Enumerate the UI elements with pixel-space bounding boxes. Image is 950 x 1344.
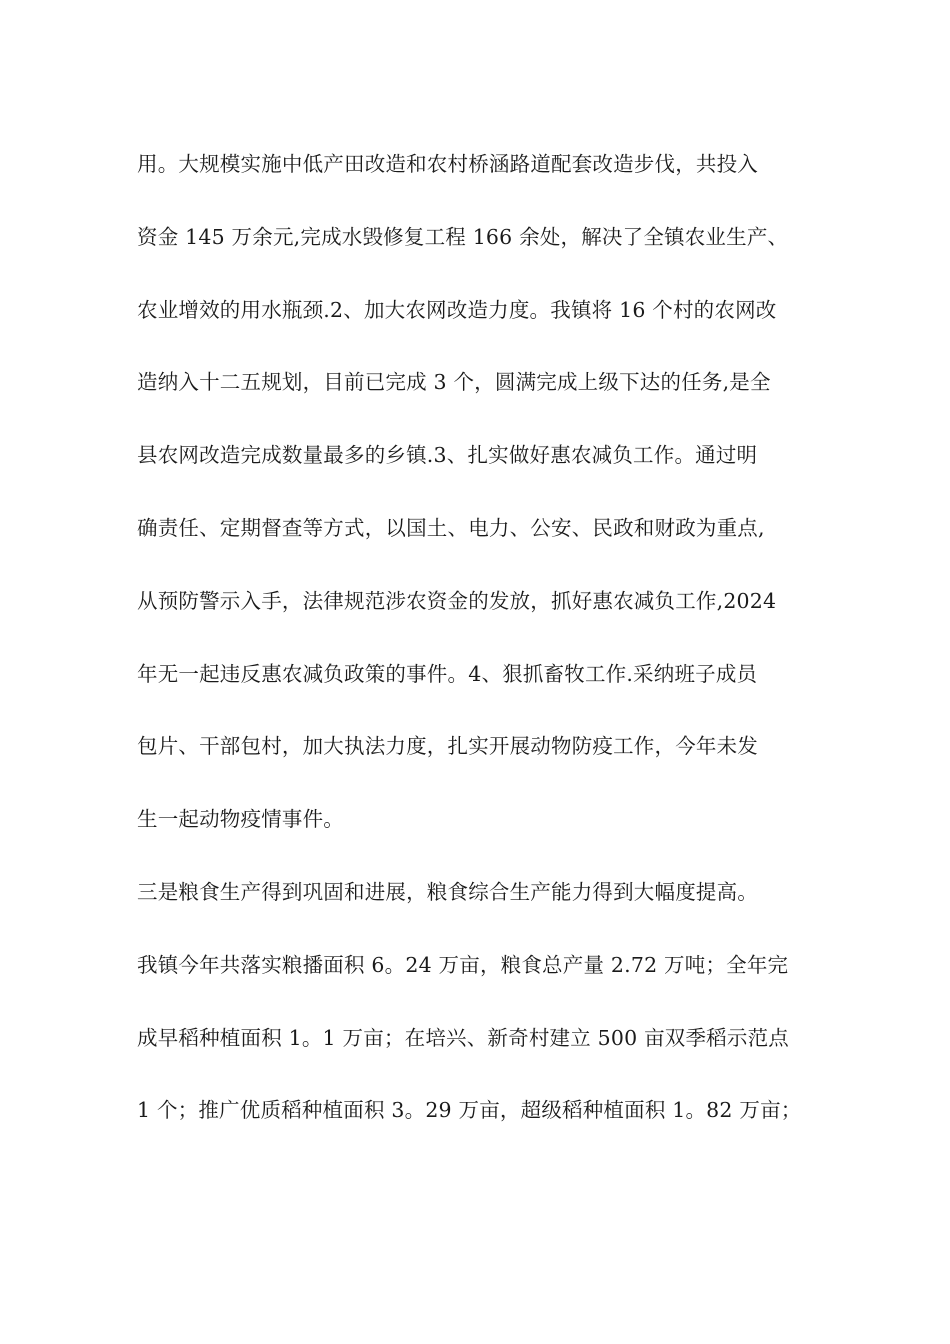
body-text: [137, 142, 827, 1161]
text-line: 成早稻种植面积 1。1 万亩；在培兴、新奇村建立 500 亩双季稻示范点: [137, 1025, 789, 1050]
text-line: 我镇今年共落实粮播面积 6。24 万亩，粮食总产量 2.72 万吨；全年完: [137, 952, 789, 977]
text-line: 县农网改造完成数量最多的乡镇.3、扎实做好惠农减负工作。通过明: [137, 443, 758, 468]
text-line: 1 个；推广优质稻种植面积 3。29 万亩，超级稻种植面积 1。82 万亩；: [137, 1098, 802, 1123]
text-line: 年无一起违反惠农减负政策的事件。4、狠抓畜牧工作.采纳班子成员: [137, 661, 758, 686]
text-line: 包片、干部包村，加大执法力度，扎实开展动物防疫工作，今年未发: [137, 734, 758, 759]
text-line: 造纳入十二五规划，目前已完成 3 个，圆满完成上级下达的任务,是全: [137, 370, 771, 395]
text-line: 资金 145 万余元,完成水毁修复工程 166 余处，解决了全镇农业生产、: [137, 224, 789, 249]
text-line: 用。大规模实施中低产田改造和农村桥涵路道配套改造步伐，共投入: [137, 152, 758, 176]
text-line: 从预防警示入手，法律规范涉农资金的发放，抓好惠农减负工作,2024: [137, 588, 777, 613]
text-line: 生一起动物疫情事件。: [137, 807, 344, 832]
text-line: 确责任、定期督查等方式，以国土、电力、公安、民政和财政为重点,: [137, 515, 765, 540]
text-line: 三是粮食生产得到巩固和进展，粮食综合生产能力得到大幅度提高。: [137, 879, 758, 904]
text-line: 农业增效的用水瓶颈.2、加大农网改造力度。我镇将 16 个村的农网改: [137, 297, 777, 322]
